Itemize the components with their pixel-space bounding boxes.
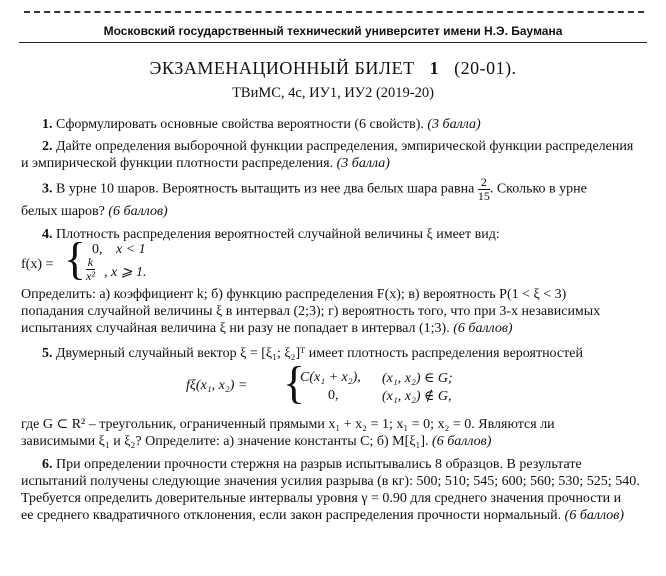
q2-line2: и эмпирической функции плотности распределения. — [21, 156, 334, 171]
q5-brace: { — [283, 357, 306, 408]
q4-case1-cond: x < 1 — [116, 242, 146, 257]
q4-fx-label: f(x) = — [21, 257, 54, 272]
q1-points: (3 балла) — [427, 117, 481, 132]
q5-case2-cond: (x₁, x₂) ∉ G, — [382, 389, 452, 404]
q4-points: (6 баллов) — [453, 321, 513, 336]
q4-case2-den: x² — [86, 269, 95, 283]
question-6 — [21, 456, 645, 524]
cut-line — [24, 11, 644, 13]
q6-points: (6 баллов) — [564, 508, 624, 523]
question-2 — [21, 138, 645, 172]
q5-number: 5. — [42, 346, 53, 361]
q6-number: 6. — [42, 457, 53, 472]
q2-number: 2. — [42, 139, 53, 154]
q5-line2: зависимыми ξ₁ и ξ₂? Определите: а) значение константы C; б) M[ξ₁]. — [21, 434, 429, 449]
q4-case2-frac — [86, 256, 95, 283]
q4-line1: Определить: а) коэффициент k; б) функцию распределения F(x); в) вероятность P(1 < ξ < 3) — [21, 287, 567, 302]
q3-number: 3. — [42, 181, 53, 197]
question-4-body — [21, 286, 645, 337]
university-name: Московский государственный технический университет имени Н.Э. Баумана — [103, 24, 563, 38]
q5-fx-label: fξ(x₁, x₂) = — [186, 378, 248, 393]
q5-case1-val: C(x₁ + x₂), — [300, 370, 361, 385]
q4-line2: попадания случайной величины ξ в интервал (2;3); г) вероятность того, что при 3-х независимых — [21, 304, 601, 319]
q5-intro: Двумерный случайный вектор ξ = [ξ₁; ξ₂]ᵀ имеет плотность распределения вероятностей — [56, 346, 583, 361]
question-5-intro — [21, 345, 666, 362]
ticket-subtitle: ТВиМС, 4с, ИУ1, ИУ2 (2019-20) — [232, 85, 434, 101]
q5-case2-val: 0, — [328, 388, 339, 403]
q4-intro: Плотность распределения вероятностей случайной величины ξ имеет вид: — [56, 227, 500, 242]
q6-line4: ее среднего квадратичного отклонения, если закон распределения прочности нормальный. — [21, 508, 562, 523]
title-prefix: ЭКЗАМЕНАЦИОННЫЙ БИЛЕТ — [149, 58, 415, 78]
q6-line3: Требуется определить доверительные интервалы уровня γ = 0.90 для среднего значения прочности и — [21, 491, 622, 506]
q3-frac-den: 15 — [477, 189, 490, 203]
q5-line1: где G ⊂ R² – треугольник, ограниченный прямыми x₁ + x₂ = 1; x₁ = 0; x₂ = 0. Являются ли — [21, 417, 555, 432]
q3-points: (6 баллов) — [108, 204, 168, 219]
q4-brace: { — [64, 233, 87, 284]
q1-number: 1. — [42, 117, 53, 132]
q6-line2: испытаний получены следующие значения усилия разрыва (в кг): 500; 510; 545; 600; 560; 530; 525; 540. — [21, 474, 640, 489]
question-4-intro — [21, 226, 666, 243]
q4-line3: испытаниях случайная величина ξ ни разу не попадает в интервал (1;3). — [21, 321, 450, 336]
header-rule — [19, 42, 647, 43]
q5-case1-cond: (x₁, x₂) ∈ G; — [382, 371, 453, 386]
q5-points: (6 баллов) — [432, 434, 492, 449]
q4-case2-num: k — [87, 255, 94, 269]
ticket-title — [0, 58, 666, 79]
q6-line1: При определении прочности стержня на разрыв испытывались 8 образцов. В результате — [56, 457, 582, 472]
q2-line1: Дайте определения выборочной функции распределения, эмпирической функции распределения — [56, 139, 634, 154]
q3-text-a: В урне 10 шаров. Вероятность вытащить из нее два белых шара равна — [56, 181, 475, 197]
q3-fraction — [478, 176, 490, 203]
q3-text-b: . Сколько в урне — [489, 181, 587, 197]
q4-case1-val: 0, — [92, 242, 103, 257]
q1-text: Сформулировать основные свойства вероятности (6 свойств). — [56, 117, 424, 132]
question-1 — [21, 116, 666, 133]
q4-case2-cond: , x ⩾ 1. — [104, 265, 147, 280]
ticket-number: 1 — [429, 58, 440, 78]
q3-line2: белых шаров? — [21, 204, 105, 219]
ticket-code: (20-01). — [454, 58, 517, 78]
question-5-body — [21, 416, 645, 450]
question-3 — [21, 176, 645, 220]
q4-number: 4. — [42, 227, 53, 242]
q3-frac-num: 2 — [478, 176, 490, 190]
q2-points: (3 балла) — [336, 156, 390, 171]
